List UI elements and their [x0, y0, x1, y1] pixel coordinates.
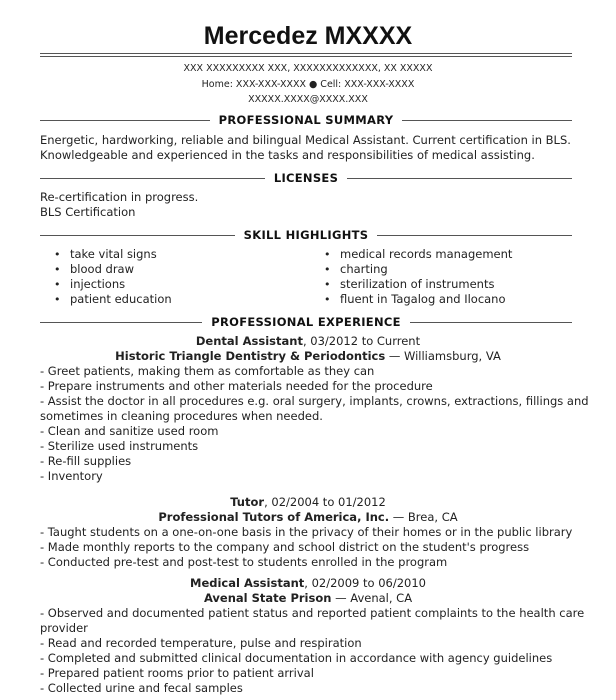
- job-location: — Brea, CA: [389, 510, 458, 524]
- job-company: Professional Tutors of America, Inc.: [158, 510, 390, 524]
- contact-address: XXX XXXXXXXXX XXX, XXXXXXXXXXXXX, XX XXXXX: [183, 63, 433, 74]
- skills-column-right: [322, 247, 512, 307]
- job-dates: , 02/2009 to 06/2010: [304, 576, 426, 590]
- job-duty: - Conducted pre-test and post-test to students enrolled in the program: [40, 555, 448, 569]
- license-line: BLS Certification: [40, 205, 136, 219]
- job-duty: - Prepared patient rooms prior to patient arrival: [40, 666, 314, 680]
- job-duty: - Assist the doctor in all procedures e.g. oral surgery, implants, crowns, extractions, fillings and: [40, 394, 589, 408]
- job-duty: - Clean and sanitize used room: [40, 424, 219, 438]
- heading-rule-right: [377, 235, 572, 236]
- summary-heading: [40, 113, 572, 127]
- experience-heading: [40, 315, 572, 329]
- job-duty: - Re-fill supplies: [40, 454, 132, 468]
- job-duty: - Read and recorded temperature, pulse and respiration: [40, 636, 362, 650]
- contact-email: XXXXX.XXXX@XXXX.XXX: [248, 94, 368, 105]
- job-duty: - Observed and documented patient status and reported patient complaints to the health care: [40, 606, 585, 620]
- job-duty: - Inventory: [40, 469, 103, 483]
- heading-rule-right: [410, 322, 572, 323]
- section-title: LICENSES: [273, 171, 339, 185]
- job-duty: - Completed and submitted clinical documentation in accordance with agency guidelines: [40, 651, 553, 665]
- job-company-line: [0, 510, 616, 525]
- job-title-line: [0, 334, 616, 349]
- license-line: Re-certification in progress.: [40, 190, 199, 204]
- job-title-line: [0, 495, 616, 510]
- job-duty: provider: [40, 621, 88, 635]
- skill-item: • injections: [52, 277, 172, 292]
- job-duty: - Prepare instruments and other materials needed for the procedure: [40, 379, 433, 393]
- job-dates: , 02/2004 to 01/2012: [264, 495, 386, 509]
- heading-rule-right: [402, 120, 572, 121]
- skill-item: • sterilization of instruments: [322, 277, 512, 292]
- section-title: SKILL HIGHLIGHTS: [243, 228, 369, 242]
- job-duty: - Sterilize used instruments: [40, 439, 199, 453]
- job-company: Avenal State Prison: [203, 591, 332, 605]
- skill-item: • fluent in Tagalog and Ilocano: [322, 292, 512, 307]
- job-role: Tutor: [230, 495, 265, 509]
- header-divider: [40, 53, 572, 57]
- job-company-line: [0, 591, 616, 606]
- skill-item: • patient education: [52, 292, 172, 307]
- heading-rule-left: [40, 178, 265, 179]
- heading-rule-left: [40, 235, 235, 236]
- summary-line: Energetic, hardworking, reliable and bilingual Medical Assistant. Current certification in BLS.: [40, 133, 571, 147]
- job-title-line: [0, 576, 616, 591]
- contact-phones: Home: XXX-XXX-XXXX ● Cell: XXX-XXX-XXXX: [201, 79, 415, 90]
- section-title: PROFESSIONAL EXPERIENCE: [211, 315, 401, 329]
- heading-rule-left: [40, 322, 202, 323]
- candidate-name: Mercedez MXXXX: [203, 22, 413, 50]
- skills-heading: [40, 228, 572, 242]
- licenses-heading: [40, 171, 572, 185]
- skills-column-left: [52, 247, 172, 307]
- heading-rule-right: [347, 178, 572, 179]
- skill-item: • charting: [322, 262, 512, 277]
- section-title: PROFESSIONAL SUMMARY: [218, 113, 394, 127]
- skill-item: • blood draw: [52, 262, 172, 277]
- job-duty: - Taught students on a one-on-one basis in the privacy of their homes or in the public library: [40, 525, 573, 539]
- skill-item: • take vital signs: [52, 247, 172, 262]
- job-role: Dental Assistant: [195, 334, 303, 348]
- summary-line: Knowledgeable and experienced in the tasks and responsibilities of medical assisting.: [40, 148, 535, 162]
- job-company: Historic Triangle Dentistry & Periodontics: [115, 349, 386, 363]
- skill-item: • medical records management: [322, 247, 512, 262]
- job-location: — Williamsburg, VA: [385, 349, 501, 363]
- job-duty: - Made monthly reports to the company and school district on the student's progress: [40, 540, 530, 554]
- job-dates: , 03/2012 to Current: [302, 334, 421, 348]
- job-duty: sometimes in cleaning procedures when needed.: [40, 409, 323, 423]
- job-location: — Avenal, CA: [331, 591, 413, 605]
- job-role: Medical Assistant: [190, 576, 305, 590]
- job-company-line: [0, 349, 616, 364]
- heading-rule-left: [40, 120, 210, 121]
- job-duty: - Greet patients, making them as comfortable as they can: [40, 364, 375, 378]
- job-duty: - Collected urine and fecal samples: [40, 681, 243, 695]
